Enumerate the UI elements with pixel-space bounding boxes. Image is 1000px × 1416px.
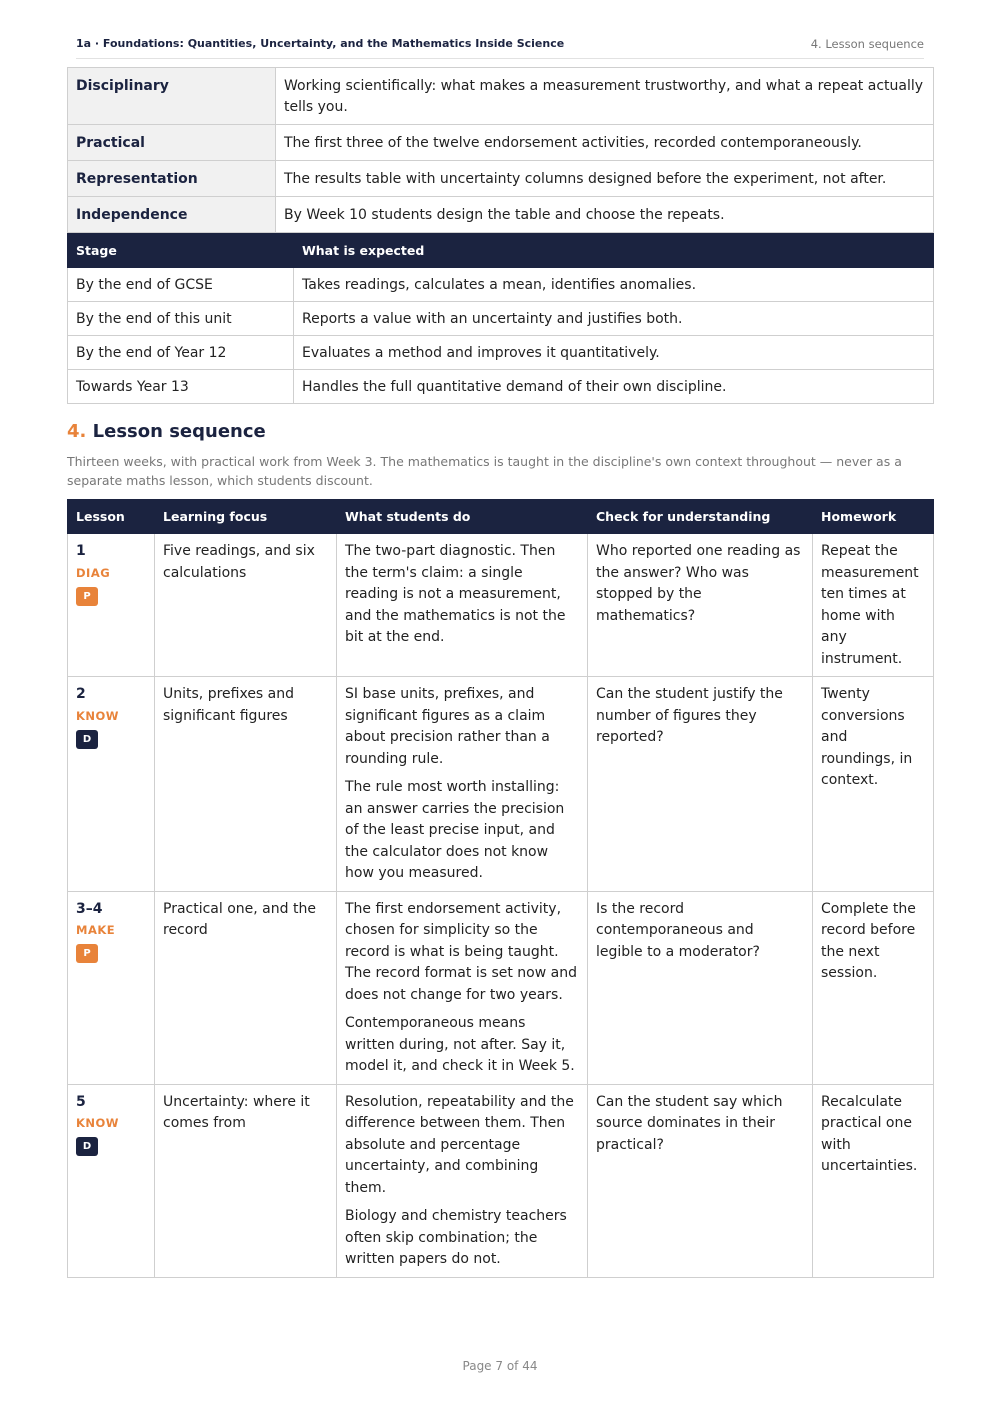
lessons-table <box>67 499 934 1278</box>
column-header-expected: What is expected <box>294 234 934 268</box>
column-header-stage: Stage <box>68 234 294 268</box>
activities-cell <box>337 891 588 1084</box>
row-key: Disciplinary <box>68 68 276 125</box>
table-row <box>68 370 934 404</box>
column-header-lesson: Lesson <box>68 500 155 534</box>
column-header-focus: Learning focus <box>155 500 337 534</box>
table-row <box>68 161 934 197</box>
table-row <box>68 197 934 233</box>
lesson-badge: P <box>76 587 98 606</box>
row-value: By Week 10 students design the table and choose the repeats. <box>276 197 934 233</box>
table-row <box>68 125 934 161</box>
check-cell: Can the student say which source dominates in their practical? <box>588 1084 813 1277</box>
activities-cell <box>337 534 588 677</box>
check-cell: Can the student justify the number of figures they reported? <box>588 677 813 892</box>
lesson-number: 2 <box>76 686 86 702</box>
lesson-cell <box>68 677 155 892</box>
homework-cell: Repeat the measurement ten times at home with any instrument. <box>813 534 934 677</box>
table-header-row <box>68 234 934 268</box>
running-header <box>76 37 924 59</box>
activities-cell <box>337 1084 588 1277</box>
expected-cell: Evaluates a method and improves it quantitatively. <box>294 336 934 370</box>
table-row <box>68 68 934 125</box>
lesson-type-tag: KNOW <box>76 708 119 723</box>
lesson-number: 5 <box>76 1093 86 1110</box>
column-header-check: Check for understanding <box>588 500 813 534</box>
dimensions-table <box>67 67 934 233</box>
activity-paragraph: Resolution, repeatability and the difference between them. Then absolute and percentage uncertainty, and combining them. <box>345 1093 574 1196</box>
row-key: Practical <box>68 125 276 161</box>
expected-cell: Reports a value with an uncertainty and justifies both. <box>294 302 934 336</box>
stage-cell: By the end of this unit <box>68 302 294 336</box>
check-cell: Who reported one reading as the answer? Who was stopped by the mathematics? <box>588 534 813 677</box>
page-number: Page 7 of 44 <box>462 1359 538 1373</box>
activities-cell <box>337 677 588 892</box>
row-key: Independence <box>68 197 276 233</box>
homework-cell: Complete the record before the next session. <box>813 891 934 1084</box>
lesson-row <box>68 1084 934 1277</box>
row-value: The first three of the twelve endorsement activities, recorded contemporaneously. <box>276 125 934 161</box>
lesson-row <box>68 677 934 892</box>
row-value: Working scientifically: what makes a measurement trustworthy, and what a repeat actually tells you. <box>276 68 934 125</box>
focus-cell: Units, prefixes and significant figures <box>155 677 337 892</box>
lesson-row <box>68 534 934 677</box>
table-row <box>68 268 934 302</box>
lesson-cell <box>68 1084 155 1277</box>
lesson-number: 3–4 <box>76 900 103 917</box>
activity-paragraph: The two-part diagnostic. Then the term's claim: a single reading is not a measurement, and the mathematics is not the bit at the end. <box>345 543 566 645</box>
check-cell: Is the record contemporaneous and legible to a moderator? <box>588 891 813 1084</box>
stage-cell: By the end of GCSE <box>68 268 294 302</box>
section-reference: 4. Lesson sequence <box>810 37 924 51</box>
stage-cell: Towards Year 13 <box>68 370 294 404</box>
activity-paragraph: SI base units, prefixes, and significant figures as a claim about precision rather than a rounding rule. <box>345 686 550 767</box>
focus-cell: Practical one, and the record <box>155 891 337 1084</box>
expected-cell: Handles the full quantitative demand of their own discipline. <box>294 370 934 404</box>
focus-cell: Five readings, and six calculations <box>155 534 337 677</box>
lesson-badge: D <box>76 730 98 749</box>
stage-cell: By the end of Year 12 <box>68 336 294 370</box>
expected-cell: Takes readings, calculates a mean, identifies anomalies. <box>294 268 934 302</box>
stages-table <box>67 233 934 404</box>
section-number: 4. <box>67 421 87 442</box>
activity-paragraph: Biology and chemistry teachers often skip combination; the written papers do not. <box>345 1208 567 1267</box>
column-header-activities: What students do <box>337 500 588 534</box>
section-heading <box>67 421 266 442</box>
lesson-badge: D <box>76 1137 98 1156</box>
lesson-cell <box>68 534 155 677</box>
lesson-type-tag: KNOW <box>76 1116 119 1130</box>
section-title: Lesson sequence <box>92 421 266 442</box>
homework-cell: Twenty conversions and roundings, in context. <box>813 677 934 892</box>
activity-paragraph: The rule most worth installing: an answer carries the precision of the least precise input, and the calculator does not know how you measured. <box>345 779 565 881</box>
table-row <box>68 302 934 336</box>
activity-paragraph: Contemporaneous means written during, not after. Say it, model it, and check it in Week 5. <box>345 1015 575 1074</box>
lesson-row <box>68 891 934 1084</box>
lesson-number: 1 <box>76 543 86 559</box>
document-title: 1a · Foundations: Quantities, Uncertainty, and the Mathematics Inside Science <box>76 37 565 50</box>
focus-cell: Uncertainty: where it comes from <box>155 1084 337 1277</box>
homework-cell: Recalculate practical one with uncertainties. <box>813 1084 934 1277</box>
row-value: The results table with uncertainty columns designed before the experiment, not after. <box>276 161 934 197</box>
section-intro: Thirteen weeks, with practical work from Week 3. The mathematics is taught in the discipline's own context throughout — never as a separate maths lesson, which students discount. <box>67 454 902 488</box>
table-row <box>68 336 934 370</box>
lesson-type-tag: DIAG <box>76 565 111 580</box>
column-header-homework: Homework <box>813 500 934 534</box>
table-header-row <box>68 500 934 534</box>
lesson-cell <box>68 891 155 1084</box>
lesson-badge: P <box>76 944 98 963</box>
activity-paragraph: The first endorsement activity, chosen for simplicity so the record is what is being taught. The record format is set now and does not change for two years. <box>345 900 577 1003</box>
lesson-type-tag: MAKE <box>76 923 116 937</box>
row-key: Representation <box>68 161 276 197</box>
